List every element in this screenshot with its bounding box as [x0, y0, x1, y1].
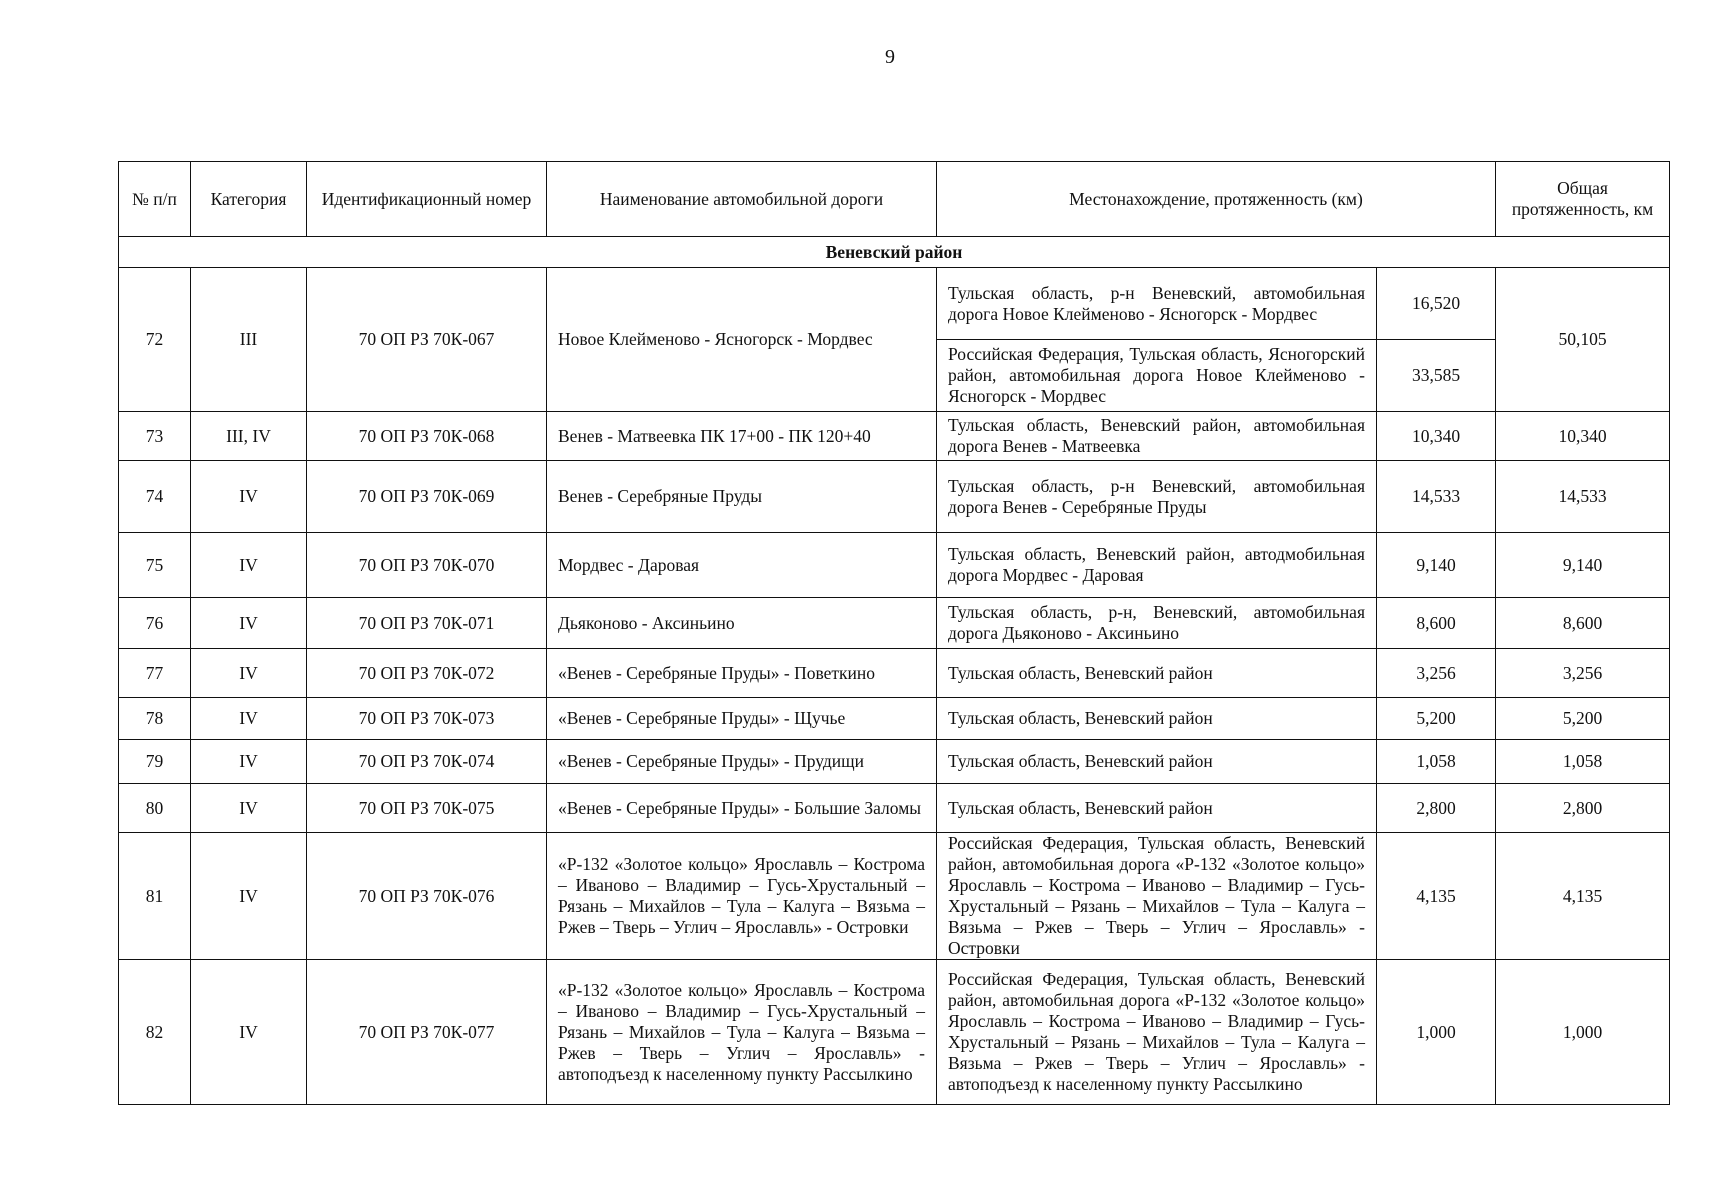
row-length: 14,533 [1377, 461, 1496, 533]
row-id: 70 ОП РЗ 70К-077 [307, 960, 547, 1105]
row-id: 70 ОП РЗ 70К-070 [307, 533, 547, 598]
row-total: 9,140 [1496, 533, 1670, 598]
row-total: 2,800 [1496, 784, 1670, 833]
row-num: 75 [119, 533, 191, 598]
row-total: 4,135 [1496, 833, 1670, 960]
row-location: Тульская область, Веневский район, автодмобильная дорога Мордвес - Даровая [937, 533, 1377, 598]
row-road-name: «Р-132 «Золотое кольцо» Ярославль – Кострома – Иваново – Владимир – Гусь-Хрустальный – Рязань – Михайлов – Тула – Калуга – Вязьма – Ржев – Тверь – Углич – Ярославль» - Островки [547, 833, 937, 960]
header-location: Местонахождение, протяженность (км) [937, 162, 1496, 237]
row-road-name: «Венев - Серебряные Пруды» - Большие Заломы [547, 784, 937, 833]
row-id: 70 ОП РЗ 70К-074 [307, 740, 547, 784]
row-location: Тульская область, Веневский район [937, 740, 1377, 784]
table-row [119, 268, 1670, 340]
row-id: 70 ОП РЗ 70К-076 [307, 833, 547, 960]
row-road-name: Венев - Серебряные Пруды [547, 461, 937, 533]
header-category: Категория [191, 162, 307, 237]
district-row [119, 237, 1670, 268]
table-row [119, 960, 1670, 1105]
row-category: IV [191, 598, 307, 649]
row-length: 5,200 [1377, 698, 1496, 740]
header-road-name: Наименование автомобильной дороги [547, 162, 937, 237]
row-total: 10,340 [1496, 412, 1670, 461]
row-location: Российская Федерация, Тульская область, Веневский район, автомобильная дорога «Р-132 «Золотое кольцо» Ярославль – Кострома – Иваново – Владимир – Гусь-Хрустальный – Рязань – Михайлов – Тула – Калуга – Вязьма – Ржев – Тверь – Углич – Ярославль» - автоподъезд к населенному пункту Рассылкино [937, 960, 1377, 1105]
row-category: III [191, 268, 307, 412]
row-num: 77 [119, 649, 191, 698]
row-num: 78 [119, 698, 191, 740]
row-category: III, IV [191, 412, 307, 461]
row-category: IV [191, 784, 307, 833]
row-category: IV [191, 649, 307, 698]
row-id: 70 ОП РЗ 70К-073 [307, 698, 547, 740]
row-road-name: Мордвес - Даровая [547, 533, 937, 598]
row-road-name: «Венев - Серебряные Пруды» - Щучье [547, 698, 937, 740]
row-category: IV [191, 960, 307, 1105]
row-location: Тульская область, Веневский район [937, 784, 1377, 833]
table-row [119, 533, 1670, 598]
row-total: 8,600 [1496, 598, 1670, 649]
row-location: Тульская область, Веневский район [937, 649, 1377, 698]
table-row [119, 598, 1670, 649]
row-location: Тульская область, р-н, Веневский, автомобильная дорога Дьяконово - Аксиньино [937, 598, 1377, 649]
row-location: Тульская область, Веневский район [937, 698, 1377, 740]
row-num: 80 [119, 784, 191, 833]
row-num: 73 [119, 412, 191, 461]
row-length: 9,140 [1377, 533, 1496, 598]
row-length: 16,520 [1377, 268, 1496, 340]
row-num: 82 [119, 960, 191, 1105]
row-road-name: «Венев - Серебряные Пруды» - Прудищи [547, 740, 937, 784]
table-header-row [119, 162, 1670, 237]
row-total: 5,200 [1496, 698, 1670, 740]
row-num: 81 [119, 833, 191, 960]
row-total: 1,000 [1496, 960, 1670, 1105]
row-num: 76 [119, 598, 191, 649]
row-length: 3,256 [1377, 649, 1496, 698]
row-location: Тульская область, р-н Веневский, автомобильная дорога Новое Клейменово - Ясногорск - Мордвес [937, 268, 1377, 340]
table-row [119, 740, 1670, 784]
row-road-name: «Венев - Серебряные Пруды» - Поветкино [547, 649, 937, 698]
row-location: Тульская область, Веневский район, автомобильная дорога Венев - Матвеевка [937, 412, 1377, 461]
row-total: 50,105 [1496, 268, 1670, 412]
row-id: 70 ОП РЗ 70К-067 [307, 268, 547, 412]
row-category: IV [191, 833, 307, 960]
row-id: 70 ОП РЗ 70К-068 [307, 412, 547, 461]
row-category: IV [191, 698, 307, 740]
row-total: 1,058 [1496, 740, 1670, 784]
row-length: 10,340 [1377, 412, 1496, 461]
header-id-number: Идентификационный номер [307, 162, 547, 237]
row-num: 79 [119, 740, 191, 784]
header-total: Общая протяженность, км [1496, 162, 1670, 237]
row-road-name: «Р-132 «Золотое кольцо» Ярославль – Кострома – Иваново – Владимир – Гусь-Хрустальный – Рязань – Михайлов – Тула – Калуга – Вязьма – Ржев – Тверь – Углич – Ярославль» - автоподъезд к населенному пункту Рассылкино [547, 960, 937, 1105]
table-row [119, 833, 1670, 960]
row-id: 70 ОП РЗ 70К-075 [307, 784, 547, 833]
table-row [119, 461, 1670, 533]
row-location: Российская Федерация, Тульская область, Ясногорский район, автомобильная дорога Новое Клейменово - Ясногорск - Мордвес [937, 340, 1377, 412]
row-category: IV [191, 740, 307, 784]
district-name: Веневский район [119, 237, 1670, 268]
row-num: 72 [119, 268, 191, 412]
row-id: 70 ОП РЗ 70К-071 [307, 598, 547, 649]
row-length: 1,058 [1377, 740, 1496, 784]
row-category: IV [191, 533, 307, 598]
table-row [119, 412, 1670, 461]
row-location: Российская Федерация, Тульская область, Веневский район, автомобильная дорога «Р-132 «Золотое кольцо» Ярославль – Кострома – Иваново – Владимир – Гусь-Хрустальный – Рязань – Михайлов – Тула – Калуга – Вязьма – Ржев – Тверь – Углич – Ярославль» - Островки [937, 833, 1377, 960]
row-total: 14,533 [1496, 461, 1670, 533]
row-length: 1,000 [1377, 960, 1496, 1105]
row-length: 33,585 [1377, 340, 1496, 412]
row-location: Тульская область, р-н Веневский, автомобильная дорога Венев - Серебряные Пруды [937, 461, 1377, 533]
table-row [119, 698, 1670, 740]
row-length: 8,600 [1377, 598, 1496, 649]
row-category: IV [191, 461, 307, 533]
row-road-name: Дьяконово - Аксиньино [547, 598, 937, 649]
header-num: № п/п [119, 162, 191, 237]
row-length: 2,800 [1377, 784, 1496, 833]
roads-table [118, 161, 1670, 1105]
row-id: 70 ОП РЗ 70К-072 [307, 649, 547, 698]
row-id: 70 ОП РЗ 70К-069 [307, 461, 547, 533]
table-row [119, 784, 1670, 833]
row-total: 3,256 [1496, 649, 1670, 698]
table-row [119, 649, 1670, 698]
row-length: 4,135 [1377, 833, 1496, 960]
row-num: 74 [119, 461, 191, 533]
row-road-name: Новое Клейменово - Ясногорск - Мордвес [547, 268, 937, 412]
page-number: 9 [885, 46, 895, 68]
row-road-name: Венев - Матвеевка ПК 17+00 - ПК 120+40 [547, 412, 937, 461]
